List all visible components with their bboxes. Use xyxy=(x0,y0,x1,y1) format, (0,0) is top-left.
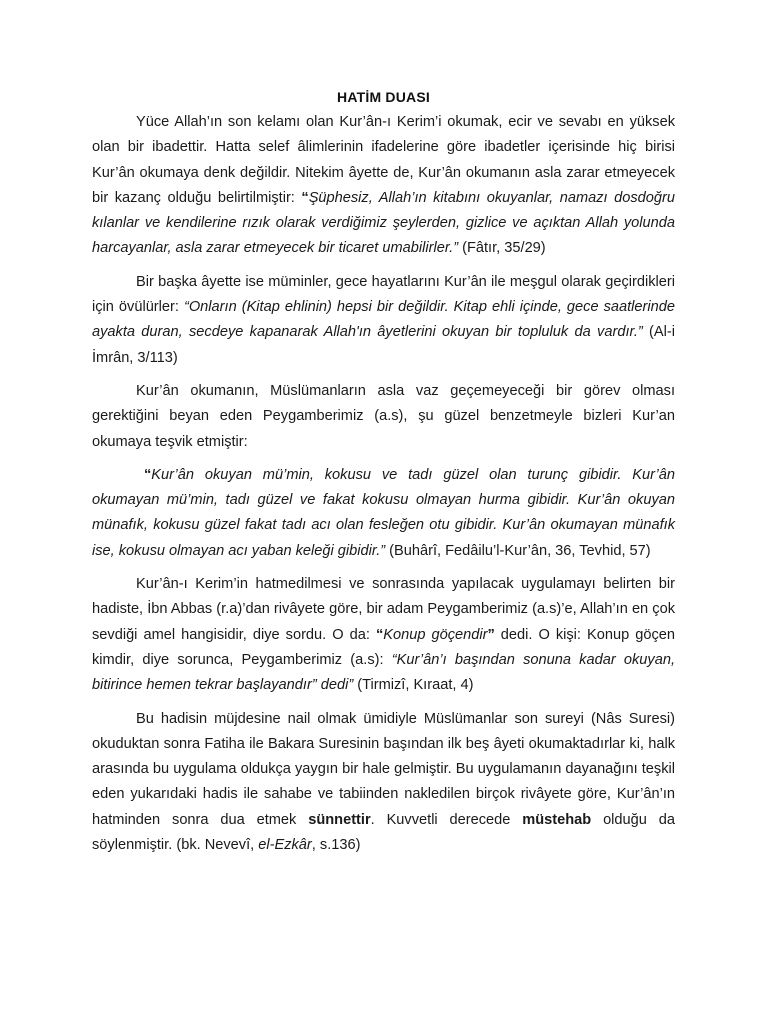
verse-quote: “Onların (Kitap ehlinin) hepsi bir değildir. Kitap ehli içinde, gece saatlerinde ayakta duran, secdeye kapanarak Allah'ın âyetlerini okuyan bir topluluk da vardır.” xyxy=(92,299,675,341)
book-title: el-Ezkâr xyxy=(258,837,312,854)
paragraph-text: . Kuvvetli derecede xyxy=(370,811,523,828)
opening-quote-mark: “ xyxy=(301,189,309,206)
citation-page: , s.136) xyxy=(311,837,361,854)
emphasis-term: müstehab xyxy=(522,811,592,828)
hadith-answer: Konup göçendir xyxy=(383,626,488,643)
paragraph-text: dedi. O kişi: Konup göçen kimdir, diye sorunca, Peygamberimiz (a.s): xyxy=(92,626,675,668)
closing-quote-mark: ” xyxy=(487,626,495,643)
document-body xyxy=(92,84,675,866)
opening-quote-mark: “ xyxy=(375,626,384,643)
opening-quote-mark: “ xyxy=(144,466,152,483)
verse-reference: (Al-i İmrân, 3/113) xyxy=(92,324,675,366)
paragraph-5 xyxy=(92,572,675,698)
paragraph-text: olduğu da söylenmiştir. (bk. Nevevî, xyxy=(92,811,675,854)
paragraph-text: Yüce Allah’ın son kelamı olan Kur’ân-ı Kerim’i okumak, ecir ve sevabı en yüksek olan bir ibadettir. Hatta selef âlimlerinin ifadelerine göre ibadetler içerisinde hiç birisi Kur’ân okumaya denk değildir. Nitekim âyette de, Kur’ân okumanın asla zarar etmeyecek bir kazanç olduğu belirtilmiştir: xyxy=(92,114,675,206)
paragraph-2 xyxy=(92,270,675,371)
paragraph-text: Kur’ân okumanın, Müslümanların asla vaz geçemeyeceği bir görev olması gerektiğini beyan eden Peygamberimiz (a.s), şu güzel benzetmeyle bizleri Kur’an okumaya teşvik etmiştir: xyxy=(92,382,675,450)
paragraph-1 xyxy=(92,110,675,262)
hadith-reference: (Buhârî, Fedâilu’l-Kur’ân, 36, Tevhid, 57) xyxy=(385,542,651,559)
emphasis-term: sünnettir xyxy=(308,811,371,828)
paragraph-6 xyxy=(92,707,675,859)
paragraph-text: Kur’ân-ı Kerim’in hatmedilmesi ve sonrasında yapılacak uygulamayı belirten bir hadiste, İbn Abbas (r.a)’dan rivâyete göre, bir adam Peygamberimiz (a.s)’e, Allah’ın en çok sevdiği amel hangisidir, diye sordu. O da: xyxy=(92,576,675,643)
verse-reference: (Fâtır, 35/29) xyxy=(458,240,546,257)
paragraph-3 xyxy=(92,379,675,455)
document-title: HATİM DUASI xyxy=(337,89,430,105)
paragraph-text: Bir başka âyette ise müminler, gece hayatlarını Kur’ân ile meşgul olarak geçirdikleri için övülürler: xyxy=(92,273,675,316)
hadith-quote: Kur’ân okuyan mü’min, kokusu ve tadı güzel olan turunç gibidir. Kur’ân okumayan mü’min, tadı güzel ve fakat kokusu olmayan hurma gibidir. Kur’ân okuyan münafık, kokusu güzel fakat tadı acı olan fesleğen otu gibidir. Kur’ân okumayan münafık ise, kokusu olmayan acı yaban keleği gibidir.” xyxy=(92,466,675,559)
verse-quote: Şüphesiz, Allah’ın kitabını okuyanlar, namazı dosdoğru kılanlar ve kendilerine rızık olarak verdiğimiz şeylerden, gizlice ve açıktan Allah yolunda harcayanlar, asla zarar etmeyecek bir ticaret umabilirler.” xyxy=(92,189,675,257)
hadith-quote-paragraph xyxy=(92,463,675,564)
hadith-reference: (Tirmizî, Kıraat, 4) xyxy=(353,677,474,694)
hadith-quote: “Kur’ân’ı başından sonuna kadar okuyan, bitirince hemen tekrar başlayandır” dedi” xyxy=(92,651,675,694)
paragraph-text: Bu hadisin müjdesine nail olmak ümidiyle Müslümanlar son sureyi (Nâs Suresi) okuduktan sonra Fatiha ile Bakara Suresinin başından ilk beş âyeti okumaktadırlar ki, halk arasında bu uygulama oldukça yaygın bir hale gelmiştir. Bu uygulamanın dayanağını teşkil eden yukarıdaki hadis ile sahabe ve tabiinden nakledilen birçok rivâyete göre, Kur’ân’ın hatminden sonra dua etmek xyxy=(92,710,675,828)
